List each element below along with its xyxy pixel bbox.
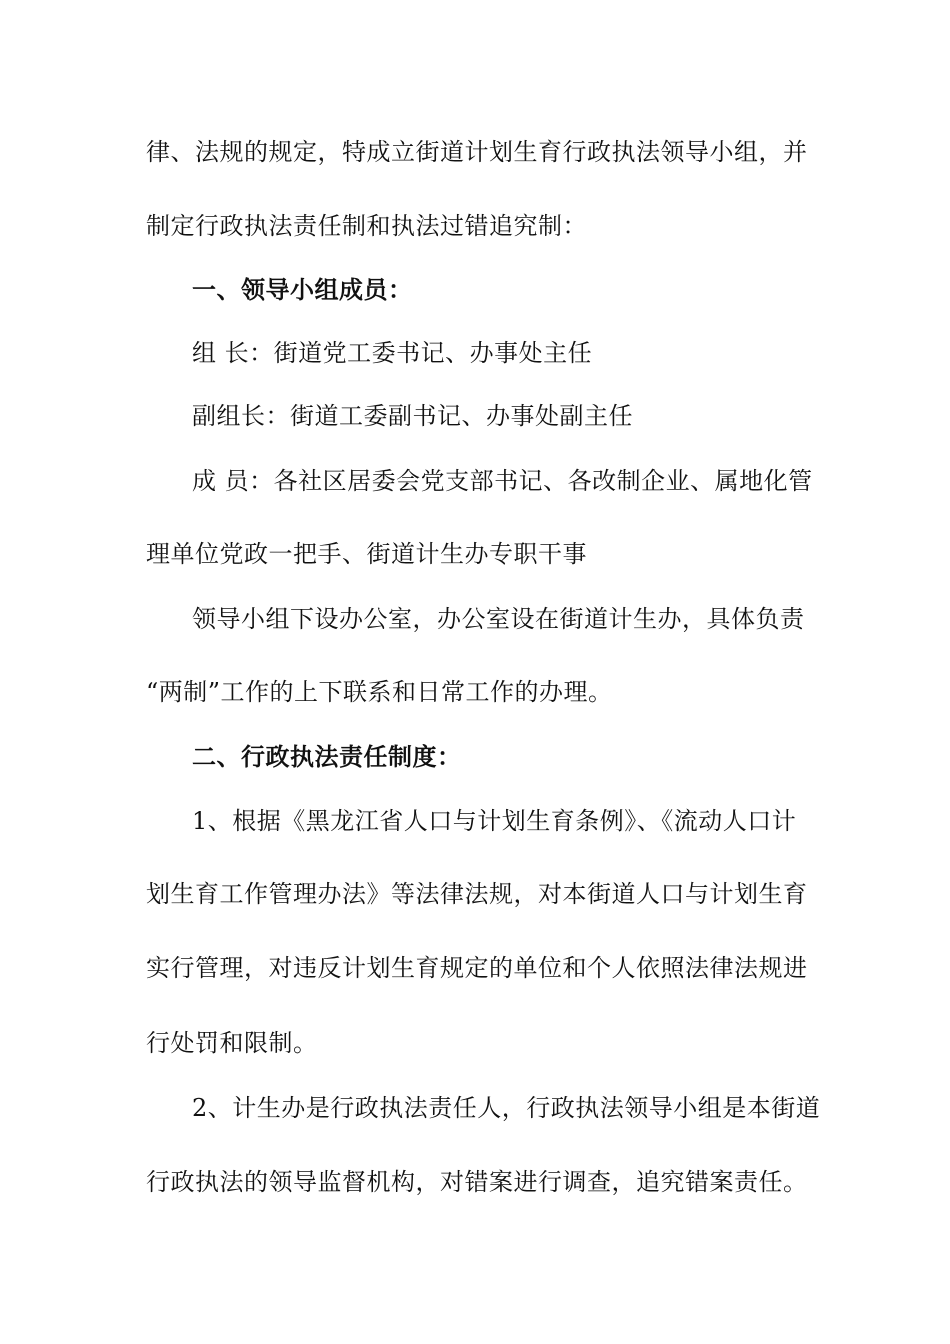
member-leader: 组 长：街道党工委书记、办事处主任 [192, 339, 593, 367]
member-deputy-leader: 副组长：街道工委副书记、办事处副主任 [192, 402, 633, 430]
paragraph-line: 律、法规的规定，特成立街道计划生育行政执法领导小组，并 [146, 138, 808, 166]
member-members: 成 员：各社区居委会党支部书记、各改制企业、属地化管 [192, 467, 813, 495]
paragraph-line: 行处罚和限制。 [146, 1029, 318, 1057]
section-heading-responsibility: 二、行政执法责任制度： [192, 742, 462, 771]
paragraph-line: “两制”工作的上下联系和日常工作的办理。 [146, 678, 613, 706]
paragraph-office: 领导小组下设办公室，办公室设在街道计生办，具体负责 [192, 605, 805, 633]
paragraph-line: 划生育工作管理办法》等法律法规，对本街道人口与计划生育 [146, 880, 808, 908]
item-1: 1、根据《黑龙江省人口与计划生育条例》、《流动人口计 [192, 807, 797, 835]
paragraph-line: 制定行政执法责任制和执法过错追究制： [146, 212, 587, 240]
paragraph-line: 行政执法的领导监督机构，对错案进行调查，追究错案责任。 [146, 1168, 808, 1196]
paragraph-line: 理单位党政一把手、街道计生办专职干事 [146, 540, 587, 568]
section-heading-members: 一、领导小组成员： [192, 275, 413, 304]
paragraph-line: 实行管理，对违反计划生育规定的单位和个人依照法律法规进 [146, 954, 808, 982]
item-2: 2、计生办是行政执法责任人，行政执法领导小组是本街道 [192, 1094, 821, 1122]
